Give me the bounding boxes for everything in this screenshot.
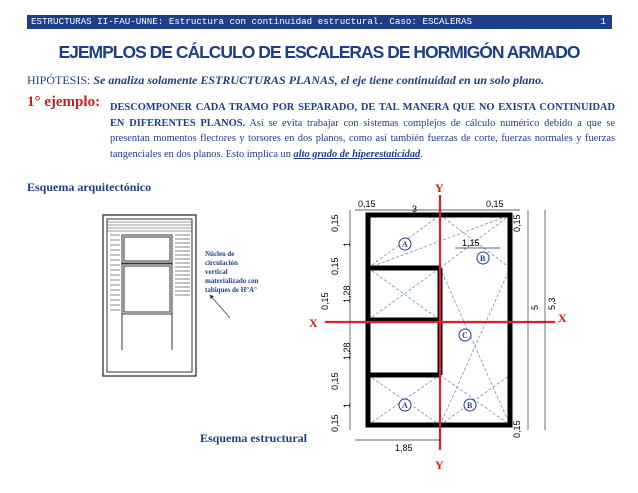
marker-b-bottom: B <box>467 401 473 410</box>
hypothesis-text: Se analiza solamente ESTRUCTURAS PLANAS, el eje tiene continuidad en un solo plano. <box>93 73 545 87</box>
dim-top-left: 0,15 <box>358 199 376 209</box>
axis-y-bottom: Y <box>435 458 444 472</box>
dim-left: 0,15 <box>330 414 340 432</box>
axis-x-left: X <box>309 316 318 330</box>
core-note-line: materializado con <box>205 277 259 285</box>
dim-inner: 1,15 <box>462 238 480 248</box>
dim-top-right: 0,15 <box>486 199 504 209</box>
core-note-line: circulación <box>205 259 238 267</box>
dim-top-middle: 3 <box>412 204 418 214</box>
dim-left: 1 <box>342 402 352 408</box>
dim-left: 0,15 <box>320 292 330 310</box>
dim-left: 1,28 <box>342 285 352 303</box>
marker-c: C <box>462 331 468 340</box>
struct-scheme-label: Esquema estructural <box>200 431 307 445</box>
example-body-text: Así se evita trabajar con sistemas complejos de cálculo numérico debido a que se presentan momentos flectores y torsores en dos planos, como así también fuerzas de corte, fuerzas normales y fuerzas tangenciales en dos planos. Esto implica un <box>110 117 616 160</box>
page-number: 1 <box>600 16 606 27</box>
core-note <box>205 250 259 294</box>
dim-left: 1,28 <box>342 342 352 360</box>
core-note-line: Núcleo de <box>205 250 235 258</box>
axis-y-top: Y <box>435 181 444 195</box>
page-title: EJEMPLOS DE CÁLCULO DE ESCALERAS DE HORMIGÓN ARMADO <box>58 42 580 62</box>
example-heading: 1° ejemplo: <box>27 94 101 110</box>
dim-right-outer: 5,3 <box>547 297 557 310</box>
structural-plan <box>325 195 555 450</box>
architectural-plan <box>103 215 230 376</box>
dim-bottom: 1,85 <box>395 443 413 453</box>
hypothesis-label: HIPÓTESIS: <box>27 73 91 87</box>
axis-x-right: X <box>558 311 567 325</box>
marker-a-bottom: A <box>402 401 408 410</box>
example-caps-text: DESCOMPONER CADA TRAMO POR SEPARADO, DE TAL MANERA QUE NO EXISTA CONTINUIDAD EN DIFERENTES PLANOS. <box>110 102 615 129</box>
marker-b-top: B <box>480 254 486 263</box>
marker-a-top: A <box>402 240 408 249</box>
dim-right-bottom: 0,15 <box>512 420 522 438</box>
dim-left: 0,15 <box>330 257 340 275</box>
dim-left: 0,15 <box>330 372 340 390</box>
section-markers <box>399 238 489 411</box>
example-end: . <box>420 148 423 160</box>
dim-right-top: 0,15 <box>512 214 522 232</box>
header-text: ESTRUCTURAS II-FAU-UNNE: Estructura con continuidad estructural. Caso: ESCALERAS <box>31 16 473 27</box>
dim-left: 0,15 <box>330 214 340 232</box>
core-note-line: tabiques de H°A° <box>205 286 257 294</box>
arch-scheme-label: Esquema arquitectónico <box>27 180 152 194</box>
core-note-line: vertical <box>205 268 228 276</box>
example-highlight: alto grado de hiperestaticidad <box>293 148 421 160</box>
dim-right-inner: 5 <box>530 304 540 310</box>
dim-left: 1 <box>342 241 352 247</box>
